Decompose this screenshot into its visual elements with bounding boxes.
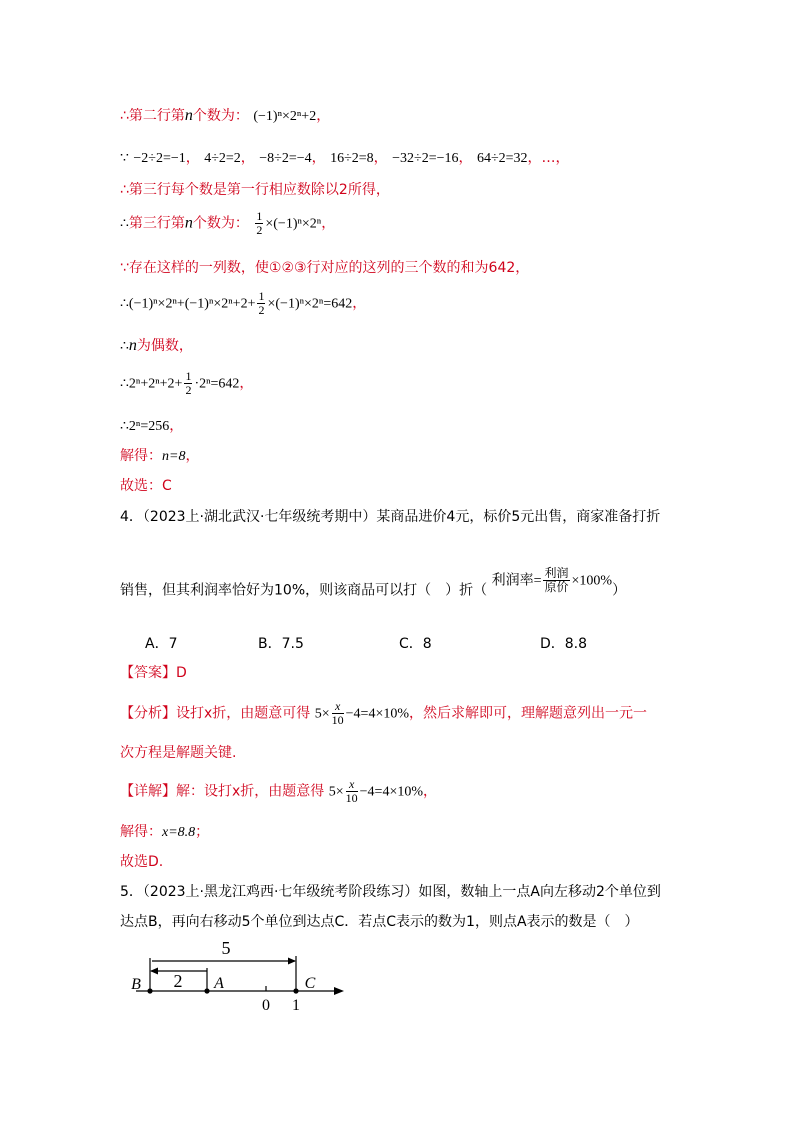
question-4-line-1: 4．（2023上·湖北武汉·七年级统考期中）某商品进价4元，标价5元出售，商家准备打折 bbox=[120, 509, 661, 525]
fraction-half: $\frac{1}{2}$ bbox=[258, 289, 265, 317]
analysis-line-1: 【分析】设打x折，由题意可得 5× $\frac{x}{10}$ −4=4×10%，然后求解即可，理解题意列出一元一 bbox=[120, 699, 648, 727]
solution-line-4: ∴第三行第n个数为： $\frac{1}{2}$ ×(−1)ⁿ×2ⁿ， bbox=[120, 209, 336, 237]
solution-line-8: ∴2ⁿ+2ⁿ+2+ $\frac{1}{2}$ ·2ⁿ=642， bbox=[120, 369, 254, 397]
option-a: A．7 bbox=[145, 636, 178, 652]
solution-line-10: 解得：n=8， bbox=[120, 448, 200, 464]
solution-answer-choice: 故选：C bbox=[120, 478, 172, 494]
solution-line-2: ∵ −2÷2=−1， 4÷2=2， −8÷2=−4， 16÷2=8， −32÷2=−16， 64÷2=32，…， bbox=[120, 150, 570, 166]
number-line-figure bbox=[120, 938, 350, 1013]
math-row2-term: (−1)ⁿ×2ⁿ+2 bbox=[253, 109, 317, 124]
label-a: A bbox=[214, 975, 224, 992]
label-b: B bbox=[131, 976, 141, 993]
fraction-x-over-10: $\frac{x}{10}$ bbox=[331, 699, 344, 727]
solution-line-3: ∴第三行每个数是第一行相应数除以2所得， bbox=[120, 182, 390, 198]
label-five: 5 bbox=[221, 938, 231, 958]
solution-line-6: ∴(−1)ⁿ×2ⁿ+(−1)ⁿ×2ⁿ+2+ $\frac{1}{2}$ ×(−1)ⁿ×2ⁿ=642， bbox=[120, 289, 367, 317]
tick-label-1: 1 bbox=[292, 997, 300, 1013]
tick-label-0: 0 bbox=[262, 997, 270, 1013]
solution-line-1: ∴第二行第n个数为： (−1)ⁿ×2ⁿ+2， bbox=[120, 107, 331, 124]
analysis-line-2: 次方程是解题关键. bbox=[120, 745, 237, 761]
answer-label: 【答案】D bbox=[120, 665, 187, 681]
arrow-right-icon bbox=[288, 958, 296, 965]
solution-line-7: ∴n为偶数， bbox=[120, 337, 193, 354]
option-b: B．7.5 bbox=[258, 636, 304, 652]
solution-line-5: ∵存在这样的一列数，使①②③行对应的这列的三个数的和为642， bbox=[120, 260, 530, 276]
profit-rate-formula: 利润率= $\frac{\text{利润}}{\text{原价}}$ ×100% bbox=[491, 566, 613, 594]
fraction-half: $\frac{1}{2}$ bbox=[185, 369, 192, 397]
fraction-half: $\frac{1}{2}$ bbox=[256, 209, 263, 237]
choose-line: 故选D. bbox=[120, 854, 164, 870]
solve-line: 解得：x=8.8； bbox=[120, 824, 210, 840]
axis-arrow-icon bbox=[334, 987, 344, 995]
label-two: 2 bbox=[173, 971, 183, 991]
fraction-x-over-10: $\frac{x}{10}$ bbox=[345, 777, 358, 805]
solution-line-9: ∴2ⁿ=256， bbox=[120, 418, 184, 434]
question-4-line-2: 销售，但其利润率恰好为10%，则该商品可以打（ ）折（ 利润率= $\frac{\text{利润}}{\text{原价}}$ ×100%） bbox=[120, 566, 627, 599]
arrow-left-icon bbox=[150, 968, 158, 975]
label-c: C bbox=[304, 975, 316, 992]
option-d: D．8.8 bbox=[540, 636, 588, 652]
question-5-line-2: 达点B，再向右移动5个单位到达点C．若点C表示的数为1，则点A表示的数是（ ） bbox=[120, 914, 639, 930]
question-5-line-1: 5．（2023上·黑龙江鸡西·七年级统考阶段练习）如图，数轴上一点A向左移动2个单位到 bbox=[120, 884, 661, 900]
option-c: C．8 bbox=[399, 636, 432, 652]
detail-line: 【详解】解：设打x折，由题意得 5× $\frac{x}{10}$ −4=4×10%， bbox=[120, 777, 438, 805]
